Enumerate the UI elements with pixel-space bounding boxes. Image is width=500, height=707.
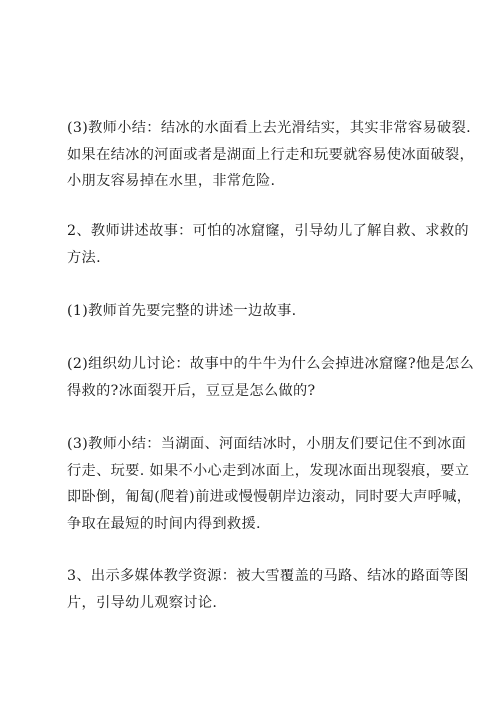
paragraph-teacher-summary-ice-danger xyxy=(67,115,475,195)
text-line: 得救的?冰面裂开后，豆豆是怎么做的? xyxy=(67,382,316,399)
text-line: 小朋友容易掉在水里，非常危险. xyxy=(67,173,276,189)
text-line: 如果在结冰的河面或者是湖面上行走和玩要就容易使冰面破裂， xyxy=(67,146,475,163)
text-line: (3)教师小结：结冰的水面看上去光滑结实，其实非常容易破裂. xyxy=(67,120,471,136)
text-line: (2)组织幼儿讨论：故事中的牛牛为什么会掉进冰窟窿?他是怎么 xyxy=(67,356,475,372)
text-line: 行走、玩要. 如果不小心走到冰面上，发现冰面出现裂痕，要立 xyxy=(67,462,470,479)
text-line: (1)教师首先要完整的讲述一边故事. xyxy=(67,303,297,319)
paragraph-tell-story-completely xyxy=(67,298,451,325)
text-line: 即卧倒，匍匐(爬着)前进或慢慢朝岸边滚动，同时要大声呼喊， xyxy=(67,489,472,505)
paragraph-multimedia-resources xyxy=(67,563,469,616)
text-line: 3、出示多媒体教学资源：被大雪覆盖的马路、结冰的路面等图 xyxy=(67,568,469,584)
text-line: (3)教师小结：当湖面、河面结冰时，小朋友们要记住不到冰面 xyxy=(67,436,467,452)
text-line: 方法. xyxy=(67,249,101,266)
text-line: 争取在最短的时间内得到救援. xyxy=(67,515,261,532)
text-line: 片，引导幼儿观察讨论. xyxy=(67,594,218,611)
paragraph-story-telling xyxy=(67,218,469,271)
text-line: 2、教师讲述故事：可怕的冰窟窿，引导幼儿了解自救、求救的 xyxy=(67,223,469,239)
paragraph-teacher-summary-self-rescue xyxy=(67,431,472,537)
paragraph-children-discussion xyxy=(67,351,475,404)
